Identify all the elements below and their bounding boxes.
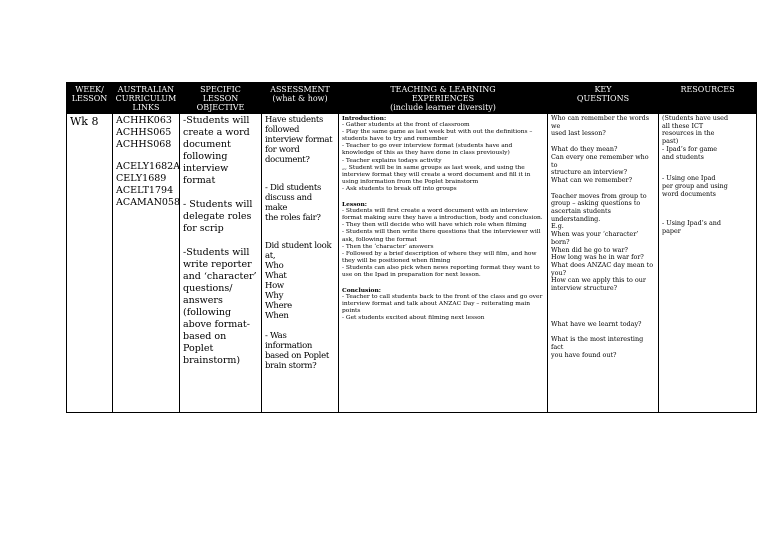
assessment-item: - Was information based on Poplet brain storm? [265, 331, 329, 371]
resources-cell [659, 114, 757, 413]
resource-block: - Using Ipad’s and paper [662, 219, 722, 236]
header-resources: RESOURCES [659, 83, 757, 114]
header-curriculum-links: AUSTRALIAN CURRICULUM LINKS [113, 83, 180, 114]
teaching-section-lesson: Lesson: - Students will first create a word document with an interview format making sure they have a introduction, body and conclusion. - They then will decide who will have which role when filming - Students will then write there questions that the interviewer will ask, following the format - Then the ‘character’ answers - Followed by a brief description of where they will film, and how they will be positioned when filming - Students can also pick when news reporting format they want to use on the Ipad in preparation for next lesson. [342, 201, 543, 278]
question-block: What is the most interesting fact you have found out? [551, 335, 644, 359]
header-key-questions: KEY QUESTIONS [548, 83, 659, 114]
teaching-section-introduction: Introduction: - Gather students at the front of classroom - Play the same game as last week but with out the definitions – students have to try and remember - Teacher to go over interview format (students have and knowledge of this as they have done in class previously) - Teacher explains todays activity „, Student will be in same groups as last week, and using the interview format they will create a word document and fill it in using information from the Poplet brainstorm - Ask students to break off into groups [342, 115, 533, 192]
question-block: Teacher moves from group to group – asking questions to ascertain students understanding. E.g. When was your ‘character’ born? When did he go to war? How long was he in war for? What does ANZAC day mean to you? How can we apply this to our interview structure? [551, 191, 654, 293]
objective-item: -Students will create a word document following interview format [183, 115, 250, 186]
lesson-plan-table [66, 82, 757, 413]
header-row [67, 83, 757, 114]
lesson-row [67, 114, 757, 413]
header-teaching: TEACHING & LEARNING EXPERIENCES (include learner diversity) [339, 83, 548, 114]
assessment-item: - Did students discuss and make the roles fair? [265, 183, 322, 223]
assessment-cell [262, 114, 339, 413]
week-label: Wk 8 [70, 115, 99, 128]
resource-block: - Using one Ipad per group and using word documents [662, 174, 728, 198]
teaching-section-conclusion: Conclusion: - Teacher to call students back to the front of the class and go over interview format and talk about ANZAC Day – reiterating main points - Get students excited about filming next lesson [342, 287, 543, 322]
links-group: ACHHK063 ACHHS065 ACHHS068 [116, 115, 172, 150]
curriculum-links-cell [113, 114, 180, 413]
question-block: What have we learnt today? [551, 319, 642, 328]
header-week: WEEK/ LESSON [67, 83, 113, 114]
assessment-item: Did student look at, Who What How Why Where When [265, 241, 332, 321]
objective-item: - Students will delegate roles for scrip [183, 199, 253, 234]
objective-item: -Students will write reporter and ‘character’ questions/ answers (following above format- based on Poplet brainstorm) [183, 247, 257, 366]
teaching-cell [339, 114, 548, 413]
links-group: ACELY1682A CELY1689 ACELT1794 ACAMAN058 [116, 161, 181, 208]
objective-cell [180, 114, 262, 413]
header-objective: SPECIFIC LESSON OBJECTIVE [180, 83, 262, 114]
week-cell [67, 114, 113, 413]
assessment-item: Have students followed interview format for word document? [265, 115, 333, 165]
question-block: Who can remember the words we used last lesson? [551, 114, 650, 138]
key-questions-cell [548, 114, 659, 413]
resource-block: (Students have used all these ICT resources in the past) - Ipad’s for game and students [662, 114, 729, 161]
header-assessment: ASSESSMENT (what & how) [262, 83, 339, 114]
question-block: What do they mean? Can every one remember who to structure an interview? What can we remember? [551, 145, 649, 184]
